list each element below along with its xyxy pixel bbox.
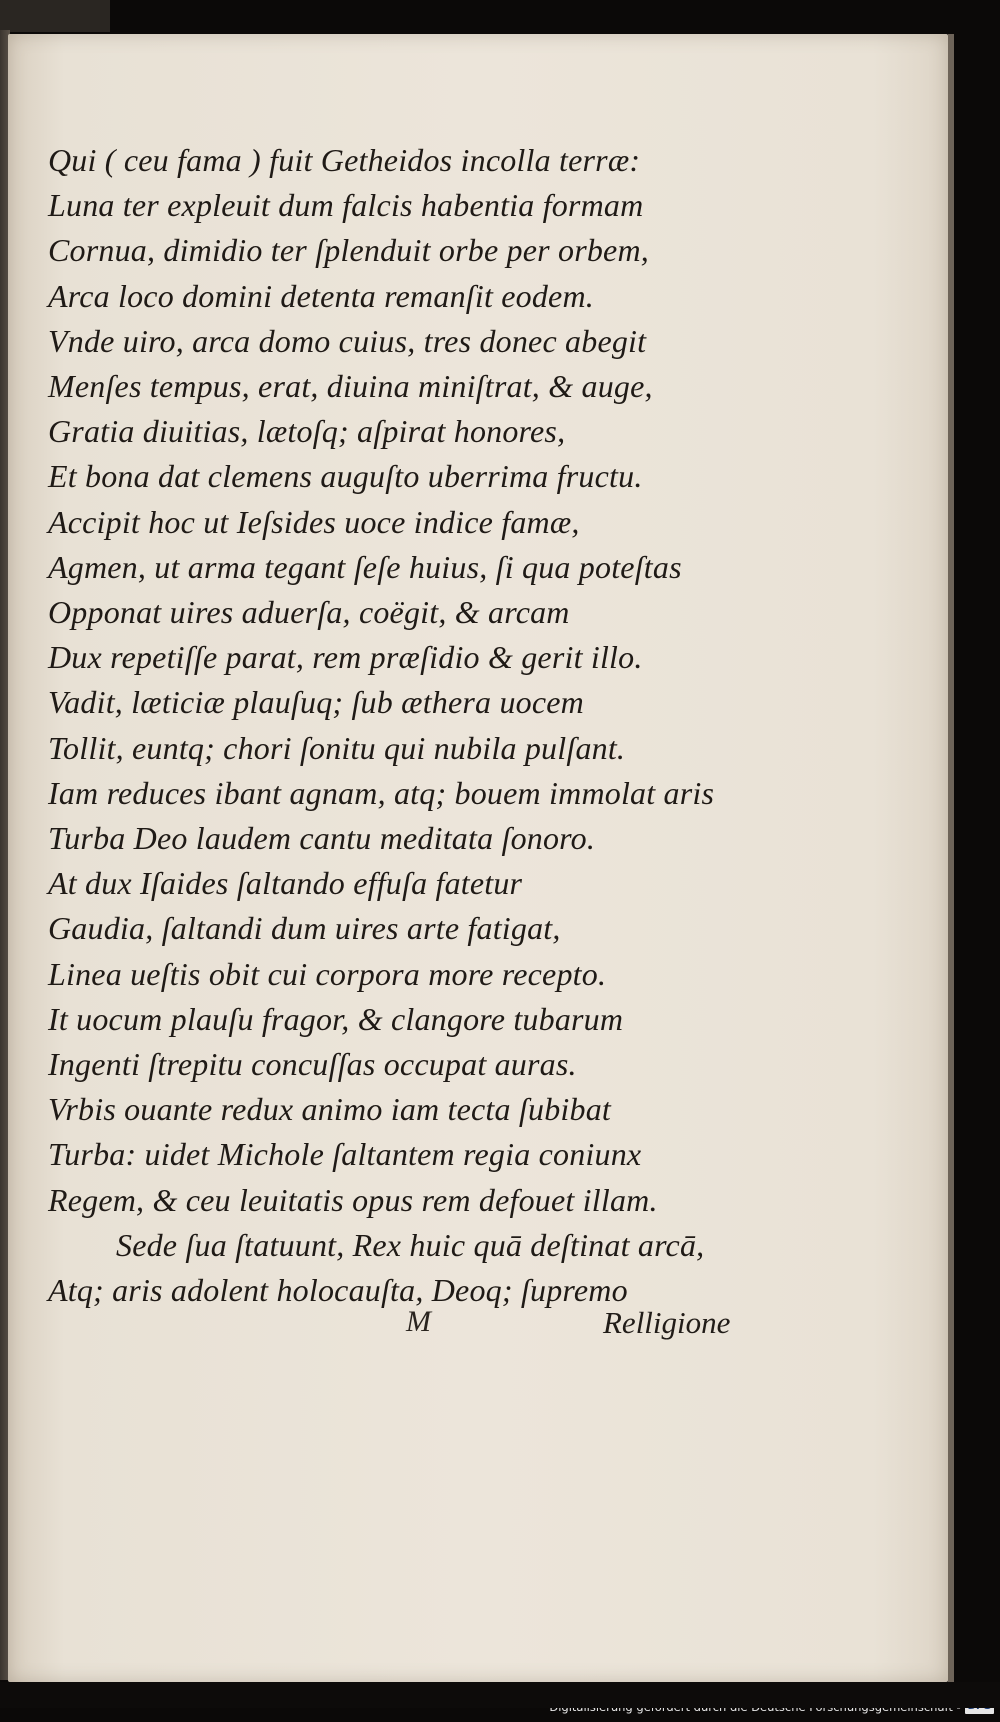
- catchline: [48, 1305, 748, 1349]
- verse-line: Luna ter expleuit dum falcis habentia formam: [48, 187, 644, 224]
- verse-line: Vnde uiro, arca domo cuius, tres donec abegit: [48, 322, 647, 359]
- verse-line: Linea ueſtis obit cui corpora more recepto.: [48, 955, 607, 992]
- verse-line: Tollit, euntq; chori ſonitu qui nubila pulſant.: [48, 729, 626, 766]
- verse-line: At dux Iſaides ſaltando effuſa fatetur: [48, 865, 523, 902]
- verse-line: Vrbis ouante redux animo iam tecta ſubibat: [48, 1091, 611, 1128]
- page-edge-shadow: [948, 34, 954, 1682]
- verse-line: Et bona dat clemens auguſto uberrima fructu.: [48, 458, 643, 495]
- signature-mark: M: [406, 1305, 431, 1338]
- verse-line: Accipit hoc ut Ieſsides uoce indice famæ,: [48, 503, 580, 540]
- verse-line: Menſes tempus, erat, diuina miniſtrat, & auge,: [48, 368, 653, 405]
- verse-line: Vadit, læticiæ plauſuq; ſub æthera uocem: [48, 684, 584, 721]
- verse-line: Arca loco domini detenta remanſit eodem.: [48, 277, 594, 314]
- scan-background-top: [0, 0, 110, 32]
- verse-line-indented: Sede ſua ſtatuunt, Rex huic quā deſtinat arcā,: [116, 1226, 705, 1263]
- verse-line: Turba: uidet Michole ſaltantem regia coniunx: [48, 1136, 642, 1173]
- verse-line: It uocum plauſu fragor, & clangore tubarum: [48, 1000, 624, 1037]
- catchword: Relligione: [603, 1305, 731, 1340]
- verse-line: Dux repetiſſe parat, rem præſidio & gerit illo.: [48, 639, 643, 676]
- verse-line: Regem, & ceu leuitatis opus rem defouet illam.: [48, 1181, 658, 1218]
- verse-line: Gratia diuitias, lætoſq; aſpirat honores,: [48, 413, 566, 450]
- verse-line: Turba Deo laudem cantu meditata ſonoro.: [48, 820, 596, 857]
- verse-line: Qui ( ceu fama ) fuit Getheidos incolla terræ:: [48, 142, 641, 178]
- verse-line: Cornua, dimidio ter ſplenduit orbe per orbem,: [48, 232, 649, 269]
- verse-block: [48, 138, 768, 1313]
- verse-line: Atq; aris adolent holocauſta, Deoq; ſupremo: [48, 1272, 628, 1309]
- scan-background-bottom: [0, 1682, 1000, 1708]
- verse-line: Agmen, ut arma tegant ſeſe huius, ſi qua poteſtas: [48, 548, 682, 585]
- verse-line: Ingenti ſtrepitu concuſſas occupat auras.: [48, 1046, 577, 1083]
- verse-line: Opponat uires aduerſa, coëgit, & arcam: [48, 594, 570, 631]
- verse-line: Gaudia, ſaltandi dum uires arte fatigat,: [48, 910, 561, 947]
- verse-line: Iam reduces ibant agnam, atq; bouem immolat aris: [48, 774, 715, 811]
